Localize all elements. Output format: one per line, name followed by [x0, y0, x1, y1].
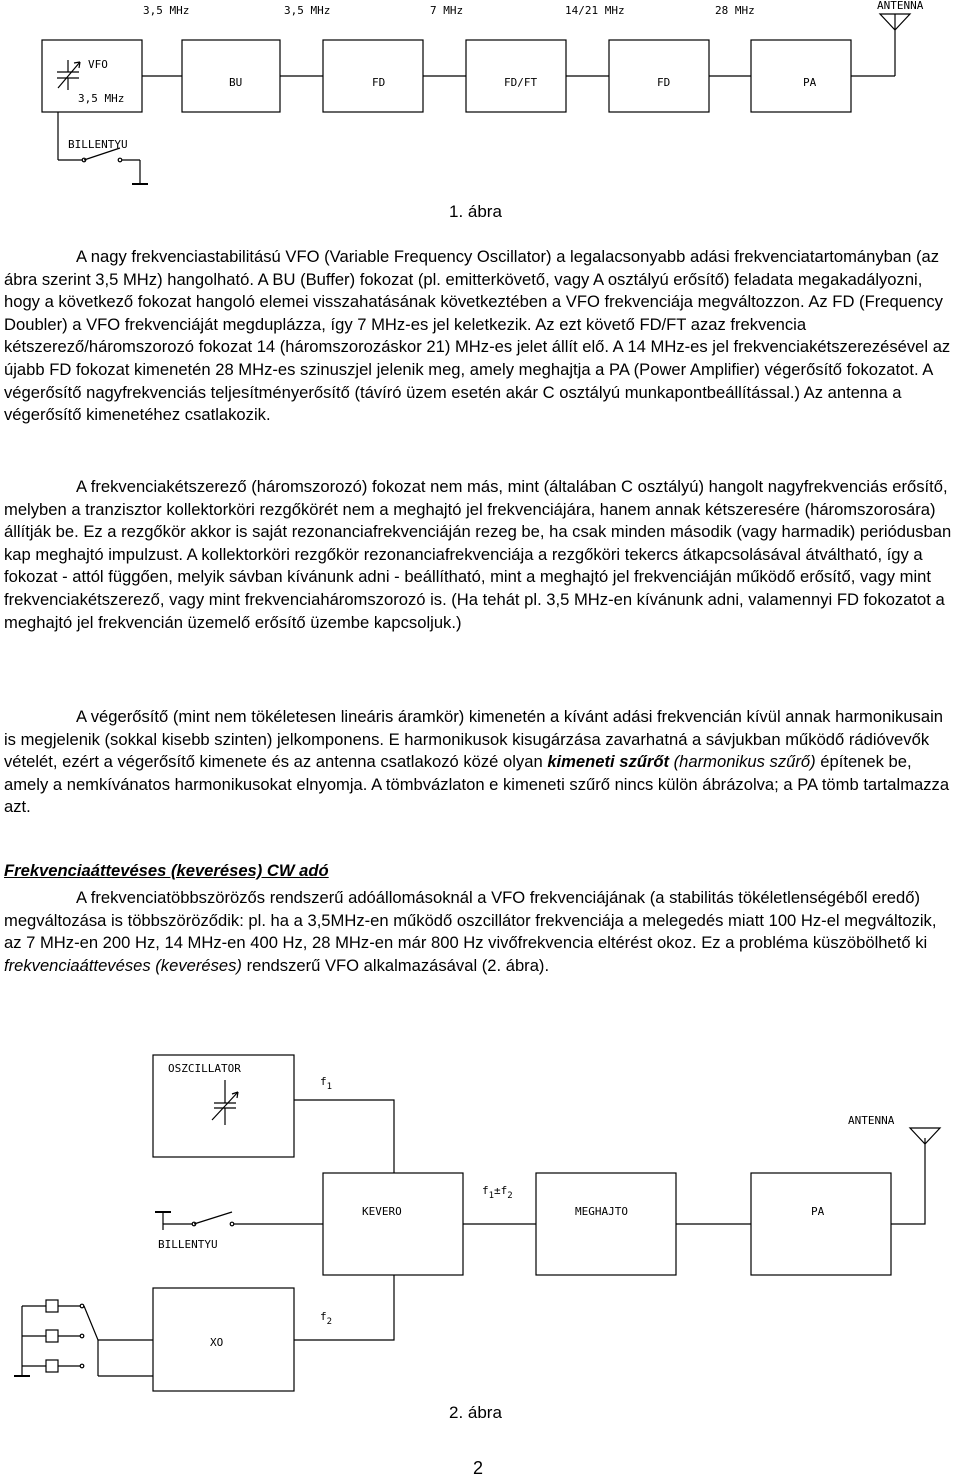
- antenna-label: ANTENNA: [877, 0, 924, 12]
- key-label-2: BILLENTYU: [158, 1238, 218, 1251]
- f2-label: $f_2$: [320, 1310, 333, 1327]
- section-heading: Frekvenciaáttevéses (keveréses) CW adó: [4, 861, 329, 880]
- mixer-output-label: $f_1\pm f_2$: [482, 1184, 513, 1201]
- fd2-label: FD: [657, 76, 671, 89]
- meghajto-label: MEGHAJTO: [575, 1205, 628, 1218]
- bu-label: BU: [229, 76, 243, 89]
- paragraph-4: A frekvenciatöbbszörözős rendszerű adóállomásoknál a VFO frekvenciájának (a stabilitás tökéletlenségéből eredő) megváltozása is többszöröződik: pl. ha a 3,5MHz-en működő oszcillátor frekvenciája a melegedés miatt 100 Hz-el megváltozik, az 7 MHz-en 200 Hz, 14 MHz-en 400 Hz, 28 MHz-en már 800 Hz vivőfrekvencia eltérést okoz. Ez a probléma küszöbölhető ki frekvenciaáttevéses (keveréses) rendszerű VFO alkalmazásával (2. ábra).: [4, 888, 937, 975]
- figure-1-block-diagram: [0, 0, 960, 200]
- figure-2-block-diagram: [0, 1030, 960, 1400]
- fdft-label: FD/FT: [504, 76, 538, 89]
- figure-2-caption: 2. ábra: [449, 1403, 502, 1422]
- freq-label-fd2: 28 MHz: [715, 4, 755, 17]
- oscillator-label: OSZCILLATOR: [168, 1062, 241, 1075]
- paragraph-2: A frekvenciakétszerező (háromszorozó) fokozat nem más, mint (általában C osztályú) hangolt nagyfrekvenciás erősítő, melyben a tranzisztor kollektorköri rezgőkörét nem a meghajtó jel frekvenciájára, hanem annak kétszeresére (háromszorosára) állítják be. Ez a rezgőkör akkor is saját rezonanciafrekvenciáján rezeg be, ha csak minden második (vagy harmadik) periódusban kap meghajtó impulzust. A kollektorköri rezgőkör rezonanciafrekvenciája a rezgőköri tekercs átkapcsolásával átváltható, így a fokozat - attól függően, melyik sávban kívánunk adni - beállítható, mint a meghajtó jel frekvenciáján működő erősítő, vagy mint frekvenciakétszerező, vagy mint frekvenciaháromszorozó is. (Ha tehát pl. 3,5 MHz-en kívánunk adni, valamennyi FD fokozatot a meghajtó jel frekvencián üzemelő erősítő üzembe kapcsoljuk.): [4, 477, 952, 632]
- pa-block: [751, 40, 851, 112]
- page-number: 2: [473, 1458, 484, 1478]
- freq-label-bu: 3,5 MHz: [284, 4, 331, 17]
- variable-capacitor-icon-2: [212, 1080, 238, 1125]
- freq-label-fd1: 7 MHz: [430, 4, 464, 17]
- paragraph-3: A végerősítő (mint nem tökéletesen lineáris áramkör) kimenetén a kívánt adási frekvencián kívül annak harmonikusain is megjelenik (sokkal kisebb szinten) jelkomponens. E harmonikusok kisugárzása zavarhatná a sávjukban működő rádióvevők vételét, ezért a végerősítő kimenete és az antenna csatlakozó közé olyan kimeneti szűrőt (harmonikus szűrő) építenek be, amely a nemkívánatos harmonikusokat elnyomja. A tömbvázlaton e kimeneti szűrő nincs külön ábrázolva; a PA tömb tartalmazza azt.: [4, 707, 950, 817]
- kevero-label: KEVERO: [362, 1205, 402, 1218]
- key-label: BILLENTYU: [68, 138, 128, 151]
- meghajto-block: [536, 1173, 676, 1275]
- fd1-label: FD: [372, 76, 386, 89]
- vfo-label: VFO: [88, 58, 108, 71]
- xo-block: [153, 1288, 294, 1391]
- pa2-block: [751, 1173, 891, 1275]
- output-filter-emphasis: kimeneti szűrőt: [547, 752, 670, 772]
- figure-1-caption: 1. ábra: [449, 202, 502, 221]
- f1-label: $f_1$: [320, 1075, 333, 1092]
- freq-label-fdft: 14/21 MHz: [565, 4, 625, 17]
- freq-label-vfo: 3,5 MHz: [143, 4, 190, 17]
- kevero-block: [323, 1173, 463, 1275]
- key-switch-icon-2: [155, 1212, 323, 1230]
- pa-label: PA: [803, 76, 817, 89]
- crystal-bank-icon: [14, 1300, 153, 1376]
- xo-label: XO: [210, 1336, 224, 1349]
- paragraph-1: A nagy frekvenciastabilitású VFO (Variable Frequency Oscillator) a legalacsonyabb adási frekvenciatartományban (az ábra szerint 3,5 MHz) hangolható. A BU (Buffer) fokozat (pl. emitterkövető, vagy A osztályú erősítő) feladata megakadályozni, hogy a következő fokozat hangoló elemei visszahatásának következtében a VFO frekvenciája megváltozzon. Az FD (Frequency Doubler) a VFO frekvenciáját megduplázza, így 7 MHz-es jel keletkezik. Az ezt követő FD/FT azaz frekvencia kétszerező/háromszorozó fokozat 14 (háromszorozáskor 21) MHz-es jelet állít elő. A 14 MHz-es jel frekvenciakétszerezésével az újabb FD fokozat kimenetén 28 MHz-es szinuszjel jelenik meg, amely meghajtja a PA (Power Amplifier) végerősítő fokozatot. A végerősítő nagyfrekvenciás teljesítményerősítő (távíró üzem esetén akár C osztályú munkapontbeállítással.) Az antenna a végerősítő kimenetéhez csatlakozik.: [4, 247, 951, 425]
- antenna-label-2: ANTENNA: [848, 1114, 895, 1127]
- variable-capacitor-icon: [57, 60, 80, 90]
- pa2-label: PA: [811, 1205, 825, 1218]
- vfo-freq-label: 3,5 MHz: [78, 92, 125, 105]
